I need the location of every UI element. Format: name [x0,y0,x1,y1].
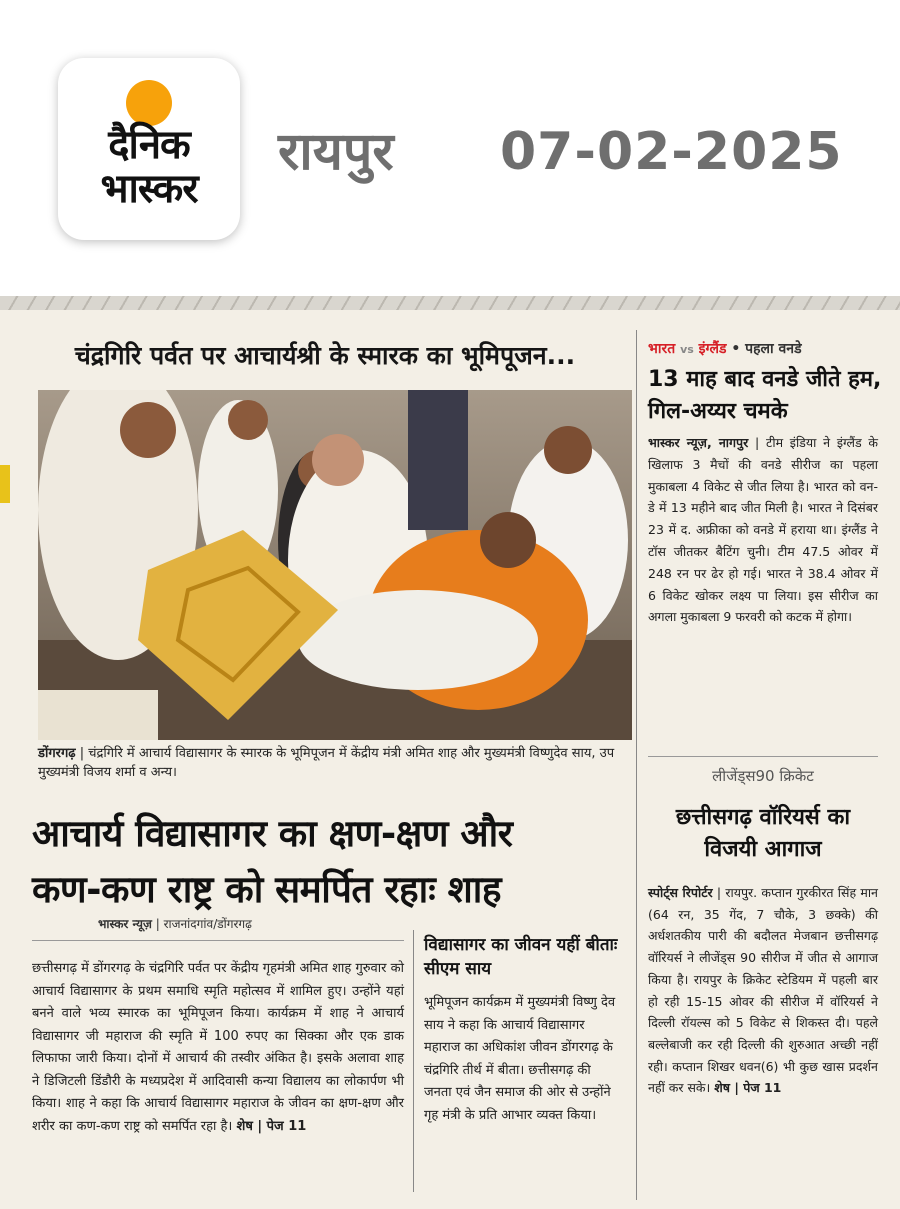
byline-place: राजनांदगांव/डोंगरगढ़ [163,917,252,931]
newspaper-edge-strip [0,296,900,310]
legends-byline: स्पोर्ट्स रिपोर्टर [648,885,713,900]
headline-line: आचार्य विद्यासागर का क्षण-क्षण और [32,812,513,855]
section-rule [32,940,404,941]
match-label: • पहला वनडे [731,341,802,357]
app-header [0,0,900,300]
sun-icon [126,80,172,126]
column-divider [413,930,414,1192]
edition-city: रायपुर [278,122,394,182]
cricket-body: भास्कर न्यूज़, नागपुर | टीम इंडिया ने इंग्लैंड के खिलाफ 3 मैचों की वनडे सीरीज का पहला मुकाबला 4 विकेट से जीत लिया है। भारत को वन-डे में 13 महीने बाद जीत मिली है। भारत ने दिसंबर 23 में द. अफ्रीका को वनडे में हराया था। इंग्लैंड ने टॉस जीतकर बैटिंग चुनी। टीम 47.5 ओवर में 248 रन पर ढेर हो गई। भारत ने 38.4 ओवर में 6 विकेट खोकर लक्ष्य पा लिया। इस सीरीज का अगला मुकाबला 9 फरवरी को कटक में होगा। [648,435,878,625]
cricket-headline[interactable]: 13 माह बाद वनडे जीते हम, गिल-अय्यर चमके [648,367,882,424]
main-story-byline: भास्कर न्यूज़ | राजनांदगांव/डोंगरगढ़ [98,917,252,931]
logo-text-line2: भास्कर [100,166,198,212]
body-text: टीम इंडिया ने इंग्लैंड के खिलाफ 3 मैचों की वनडे सीरीज का पहला मुकाबला 4 विकेट से जीत लिया है। भारत को वन-डे में 13 महीने बाद जीत मिली है। भारत ने दिसंबर 23 में द. अफ्रीका को वनडे में हराया था। इंग्लैंड ने टॉस जीतकर बैटिंग चुनी। टीम 47.5 ओवर में 248 रन पर ढेर हो गई। भारत ने 38.4 ओवर में 6 विकेट खोकर लक्ष्य पा लिया। इस सीरीज का अगला मुकाबला 9 फरवरी को कटक में होगा। [648,435,878,625]
continued-label[interactable]: शेष | पेज 11 [236,1118,307,1134]
legends-tag: लीजेंड्स90 क्रिकेट [712,767,814,785]
section-rule [648,756,878,757]
photo-caption: डोंगरगढ़ | चंद्रगिरि में आचार्य विद्यासागर के स्मारक के भूमिपूजन में केंद्रीय मंत्री अमित शाह और मुख्यमंत्री विष्णुदेव साय, उप मुख्यमंत्री विजय शर्मा व अन्य। [38,746,615,780]
cricket-byline: भास्कर न्यूज़, नागपुर [648,435,749,450]
continued-label[interactable]: शेष | पेज 11 [714,1080,782,1096]
caption-place: डोंगरगढ़ [38,746,76,761]
side-story-body: भूमिपूजन कार्यक्रम में मुख्यमंत्री विष्णु देव साय ने कहा कि आचार्य विद्यासागर महाराज का अधिकांश जीवन डोंगरगढ़ के चंद्रगिरि तीर्थ में बीता। छत्तीसगढ़ की जनता एवं जैन समाज की ओर से उन्होंने गृह मंत्री के प्रति आभार व्यक्त किया। [424,995,616,1123]
body-text: छत्तीसगढ़ में डोंगरगढ़ के चंद्रगिरि पर्वत पर केंद्रीय गृहमंत्री अमित शाह गुरुवार को आचार्य विद्यासागर के प्रथम समाधि स्मृति महोत्सव में शामिल हुए। उन्होंने यहां बनने वाले भव्य स्मारक का भूमिपूजन किया। कार्यक्रम में शाह ने आचार्य विद्यासागर जी महाराज की स्मृति में 100 रुपए का सिक्का और एक डाक लिफाफा जारी किया। दोनों में आचार्य की तस्वीर अंकित है। इसके अलावा शाह ने डिजिटली डिंडौरी के मध्यप्रदेश में आदिवासी कन्या विद्यालय का लोकार्पण भी किया। शाह ने कहा कि आचार्य विद्यासागर महाराज के जीवन का क्षण-क्षण और शरीर का कण-कण राष्ट्र को समर्पित रहा है। [32,961,404,1134]
photo-story-headline[interactable]: चंद्रगिरि पर्वत पर आचार्यश्री के स्मारक का भूमिपूजन... [74,341,576,370]
team1-label: भारत [648,341,676,357]
headline-line: कण-कण राष्ट्र को समर्पित रहाः शाह [32,868,501,911]
body-text: रायपुर. कप्तान गुरकीरत सिंह मान (64 रन, 35 गेंद, 7 चौके, 3 छक्के) की अर्धशतकीय पारी की बदौलत मेजबान छत्तीसगढ़ वॉरियर्स ने लीजेंड्स 90 सीरीज में जीत से आगाज किया है। रायपुर के क्रिकेट स्टेडियम में पहली बार हो रही 15-15 ओवर की सीरीज में वॉरियर्स ने दिल्ली रॉयल्स को 5 विकेट से शिकस्त दी। पहले बल्लेबाजी कर रही दिल्ली की शुरुआत अच्छी नहीं रही। कप्तान शिखर धवन(6) भी कुछ खास प्रदर्शन नहीं कर सके। [648,885,878,1096]
caption-text: चंद्रगिरि में आचार्य विद्यासागर के स्मारक के भूमिपूजन में केंद्रीय मंत्री अमित शाह और मुख्यमंत्री विष्णुदेव साय, उप मुख्यमंत्री विजय शर्मा व अन्य। [38,746,615,780]
edition-date: 07-02-2025 [500,122,843,182]
versus-label: vs [680,343,694,356]
main-story-body [32,958,404,1138]
cricket-tag [648,338,888,361]
main-story-headline[interactable] [32,806,632,918]
ceremony-photo-illustration [38,390,632,740]
column-divider [636,330,637,1200]
logo-text-line1: दैनिक [108,122,190,168]
dainik-bhaskar-logo[interactable] [58,58,240,240]
page-edge-marker [0,465,10,503]
legends-headline[interactable]: छत्तीसगढ़ वॉरियर्स का विजयी आगाज [675,805,851,862]
byline-source: भास्कर न्यूज़ [98,917,152,931]
side-story-headline[interactable]: विद्यासागर का जीवन यहीं बीताः सीएम साय [424,935,618,979]
team2-label: इंग्लैंड [698,341,727,357]
news-photo[interactable] [38,390,632,740]
legends-body: स्पोर्ट्स रिपोर्टर | रायपुर. कप्तान गुरकीरत सिंह मान (64 रन, 35 गेंद, 7 चौके, 3 छक्के) की अर्धशतकीय पारी की बदौलत मेजबान छत्तीसगढ़ वॉरियर्स ने लीजेंड्स 90 सीरीज में जीत से आगाज किया है। रायपुर के क्रिकेट स्टेडियम में पहली बार हो रही 15-15 ओवर की सीरीज में वॉरियर्स ने दिल्ली रॉयल्स को 5 विकेट से शिकस्त दी। पहले बल्लेबाजी कर रही दिल्ली की शुरुआत अच्छी नहीं रही। कप्तान शिखर धवन(6) भी कुछ खास प्रदर्शन नहीं कर सके। शेष | पेज 11 [648,885,878,1096]
